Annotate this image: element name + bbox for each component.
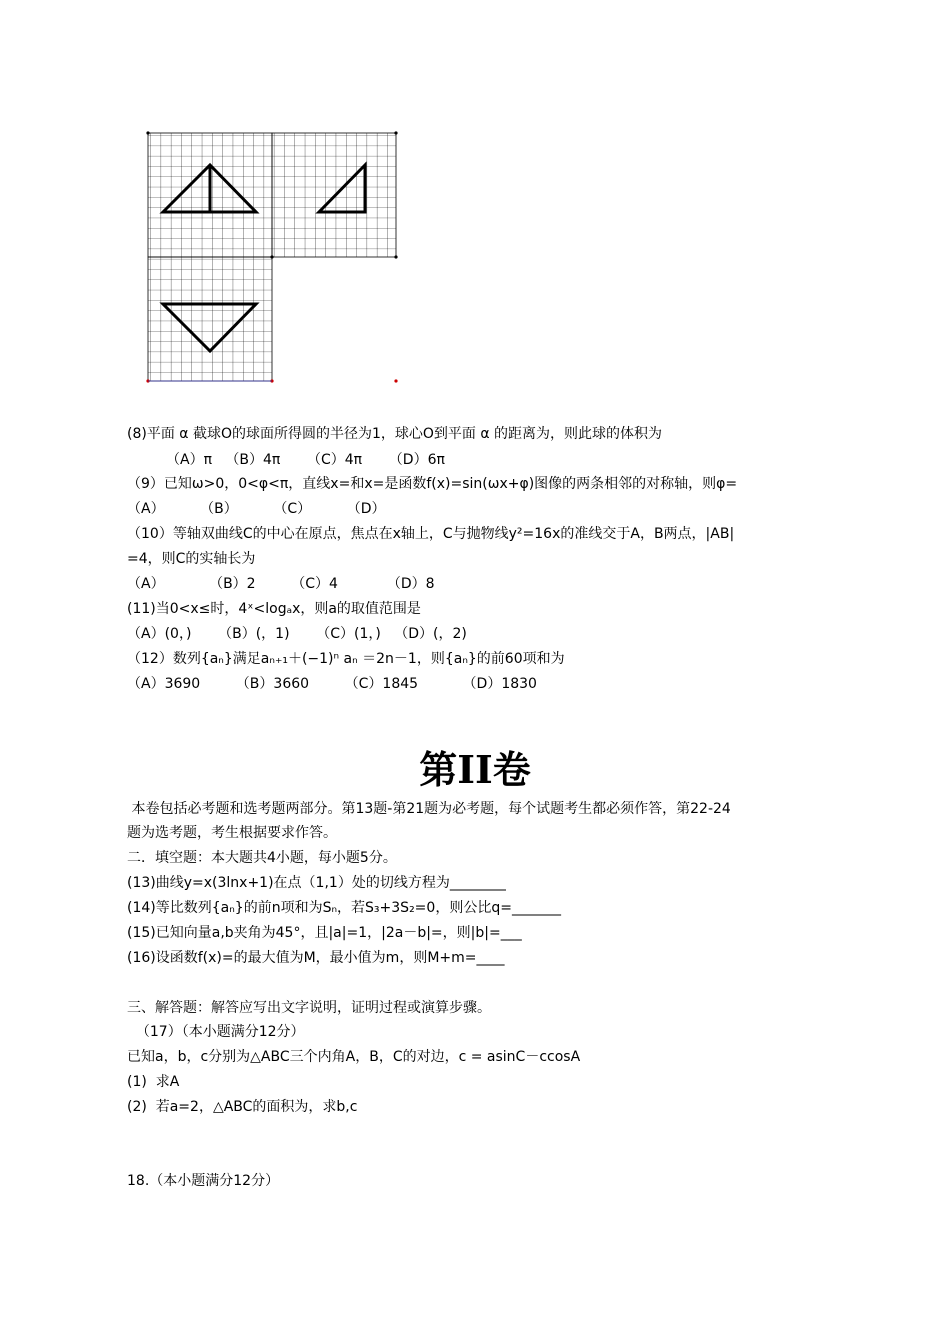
question-16: (16)设函数f(x)=的最大值为M，最小值为m，则M+m=____ bbox=[127, 950, 505, 966]
three-view-grid-diagram bbox=[140, 125, 405, 390]
answer-section-heading: 三、解答题：解答应写出文字说明，证明过程或演算步骤。 bbox=[127, 1000, 491, 1016]
question-10-line-1: （10）等轴双曲线C的中心在原点，焦点在x轴上，C与抛物线y²=16x的准线交于A，B两点，|AB| bbox=[127, 526, 735, 542]
question-15: (15)已知向量a,b夹角为45°，且|a|=1，|2a－b|=，则|b|=___ bbox=[127, 925, 522, 941]
question-14: (14)等比数列{aₙ}的前n项和为Sₙ，若S₃+3S₂=0，则公比q=_______ bbox=[127, 900, 561, 916]
grid-dot bbox=[146, 131, 149, 134]
question-17-heading: （17）（本小题满分12分） bbox=[127, 1024, 305, 1040]
question-8: (8)平面 α 截球O的球面所得圆的半径为1，球心O到平面 α 的距离为，则此球的体积为 bbox=[127, 426, 663, 442]
question-10-line-2: =4，则C的实轴长为 bbox=[127, 551, 256, 567]
question-10-options: （A） （B）2 （C）4 （D）8 bbox=[127, 576, 435, 592]
question-17-part-2: (2) 若a=2，△ABC的面积为，求b,c bbox=[127, 1099, 358, 1115]
question-11-options: （A）(0，) （B）(，1) （C）(1，) （D）(，2) bbox=[127, 626, 467, 642]
question-17-part-1: (1) 求A bbox=[127, 1074, 180, 1090]
top-view-grid bbox=[148, 257, 272, 381]
question-12-options: （A）3690 （B）3660 （C）1845 （D）1830 bbox=[127, 676, 537, 692]
question-11: (11)当0<x≤时，4ˣ<logₐx，则a的取值范围是 bbox=[127, 601, 421, 617]
grid-dot bbox=[394, 255, 397, 258]
grid-dot bbox=[394, 131, 397, 134]
question-13: (13)曲线y=x(3lnx+1)在点（1,1）处的切线方程为________ bbox=[127, 875, 506, 891]
question-18-heading: 18.（本小题满分12分） bbox=[127, 1173, 280, 1189]
question-9-options: （A） （B） （C） （D） bbox=[127, 501, 386, 517]
grid-dot bbox=[270, 255, 273, 258]
question-12: （12）数列{aₙ}满足aₙ₊₁＋(−1)ⁿ aₙ ＝2n－1，则{aₙ}的前60项和为 bbox=[127, 651, 565, 667]
question-17-body: 已知a，b，c分别为△ABC三个内角A，B，C的对边，c = asinC－ccosA bbox=[127, 1049, 581, 1065]
part2-intro-line-2: 题为选考题，考生根据要求作答。 bbox=[127, 825, 337, 841]
question-9: （9）已知ω>0，0<φ<π，直线x=和x=是函数f(x)=sin(ωx+φ)图像的两条相邻的对称轴，则φ= bbox=[127, 476, 738, 492]
question-8-options: （A）π （B）4π （C）4π （D）6π bbox=[166, 452, 445, 468]
section-title: 第II卷 bbox=[419, 747, 531, 792]
fill-in-section-heading: 二．填空题：本大题共4小题，每小题5分。 bbox=[127, 850, 397, 866]
grid-dot bbox=[394, 379, 397, 382]
part2-intro-line-1: 本卷包括必考题和选考题两部分。第13题-第21题为必考题，每个试题考生都必须作答，第22-24 bbox=[127, 801, 731, 817]
